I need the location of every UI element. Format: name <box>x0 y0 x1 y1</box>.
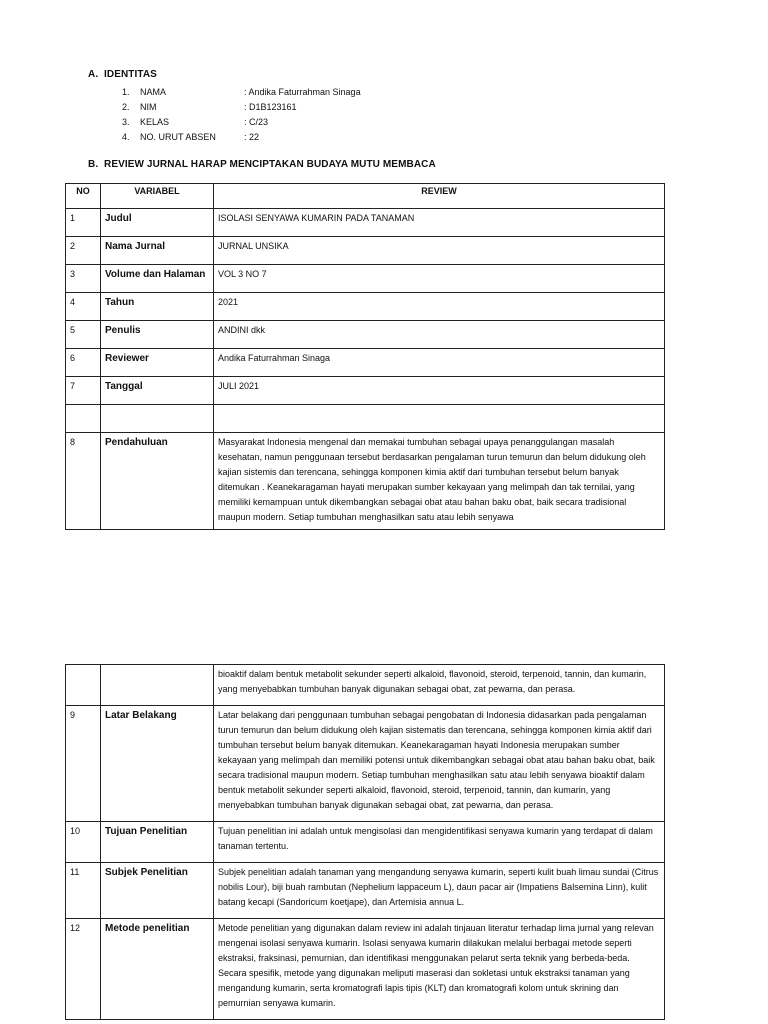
row-variable: Metode penelitian <box>101 919 214 1020</box>
row-variable: Tanggal <box>101 377 214 405</box>
row-review: Masyarakat Indonesia mengenal dan memakai tumbuhan sebagai upaya penanggulangan masalah kesehatan, namun penggunaan tersebut berdasarkan pengalaman turun temurun dan belum didukung oleh kajian sistemis dan terencana, sehingga komponen kimia aktif dari tumbuhan tersebut belum banyak ditemukan . Keanekaragaman hayati merupakan sumber kekayaan yang melimpah dan tak ternilai, yang memiliki kemampuan untuk dikembangkan sebagai obat atau bahan baku obat, baik secara tradisional maupun modern. Setiap tumbuhan menghasilkan satu atau lebih senyawa <box>218 437 646 522</box>
identity-number: 1. <box>122 87 130 97</box>
row-number: 5 <box>66 321 101 349</box>
identity-number: 4. <box>122 132 130 142</box>
section-b-heading <box>88 159 436 170</box>
identity-number: 2. <box>122 102 130 112</box>
identity-label: NO. URUT ABSEN <box>140 132 216 142</box>
section-a-letter: A. <box>88 69 99 80</box>
identity-value: : Andika Faturrahman Sinaga <box>244 87 361 97</box>
table-row <box>66 377 665 405</box>
header-variabel: VARIABEL <box>101 184 214 209</box>
identity-number: 3. <box>122 117 130 127</box>
row-variable: Subjek Penelitian <box>101 863 214 919</box>
table-row <box>66 237 665 265</box>
identity-row <box>122 130 361 145</box>
table-row <box>66 665 665 706</box>
row-variable: Latar Belakang <box>101 706 214 822</box>
identity-label: NIM <box>140 102 157 112</box>
row-review: VOL 3 NO 7 <box>214 265 665 293</box>
table-row <box>66 919 665 1020</box>
table-row <box>66 265 665 293</box>
table-row <box>66 706 665 822</box>
review-table-continued <box>65 664 665 1020</box>
row-variable: Judul <box>101 209 214 237</box>
row-number: 9 <box>66 706 101 822</box>
row-variable <box>101 405 214 433</box>
table-row <box>66 349 665 377</box>
row-variable: Tujuan Penelitian <box>101 822 214 863</box>
row-review: Metode penelitian yang digunakan dalam review ini adalah tinjauan literatur terhadap lima jurnal yang relevan mengenai isolasi senyawa kumarin. Isolasi senyawa kumarin dilakukan melalui berbagai metode seperti ekstraksi, fraksinasi, pemurnian, dan identifikasi menggunakan pelarut serta teknik yang berbeda-beda. Secara spesifik, metode yang digunakan meliputi maserasi dan sokletasi untuk ekstraksi tanaman yang mengandung kumarin, serta kromatografi lapis tipis (KLT) dan kromatografi kolom untuk skrining dan pemurnian senyawa kumarin. <box>214 919 665 1020</box>
row-variable: Nama Jurnal <box>101 237 214 265</box>
table-header-row <box>66 184 665 209</box>
row-number <box>66 405 101 433</box>
table-row <box>66 863 665 919</box>
row-variable <box>101 665 214 706</box>
row-review: Latar belakang dari penggunaan tumbuhan sebagai pengobatan di Indonesia didasarkan pada pengalaman turun temurun dan belum didukung oleh kajian sistematis dan terencana, sehingga komponen kimia aktif dari tumbuhan tersebut belum banyak ditemukan. Keanekaragaman hayati Indonesia merupakan sumber kekayaan yang melimpah dan memiliki potensi untuk dikembangkan sebagai obat atau bahan baku obat, baik secara tradisional maupun modern. Setiap tumbuhan menghasilkan satu atau lebih senyawa bioaktif dalam bentuk metabolit sekunder seperti alkaloid, flavonoid, steroid, terpenoid, tannin, dan kumarin, yang menyebabkan tumbuhan banyak digunakan sebagai obat, zat pewarna, dan perasa. <box>214 706 665 822</box>
row-variable: Tahun <box>101 293 214 321</box>
section-a-heading <box>88 69 157 80</box>
row-variable: Pendahuluan <box>101 433 214 530</box>
table-row-empty <box>66 405 665 433</box>
identity-list <box>122 85 361 145</box>
identity-value: : 22 <box>244 132 260 142</box>
identity-label: NAMA <box>140 87 167 97</box>
row-review: 2021 <box>214 293 665 321</box>
row-review <box>214 405 665 433</box>
identity-value: : C/23 <box>244 117 269 127</box>
table-row <box>66 822 665 863</box>
row-number: 8 <box>66 433 101 530</box>
table-row <box>66 321 665 349</box>
table-row <box>66 433 665 530</box>
identity-label: KELAS <box>140 117 170 127</box>
table-row <box>66 209 665 237</box>
header-no: NO <box>66 184 101 209</box>
row-variable: Penulis <box>101 321 214 349</box>
row-number: 7 <box>66 377 101 405</box>
row-review: Subjek penelitian adalah tanaman yang mengandung senyawa kumarin, seperti kulit buah limau sundai (Citrus nobilis Lour), biji buah rambutan (Nephelium lappaceum L), daun pacar air (Impatiens Balsemina Linn), kulit batang kecapi (Sandoricum koetjape), dan Artemisia annua L. <box>214 863 665 919</box>
row-review: Andika Faturrahman Sinaga <box>214 349 665 377</box>
table-row <box>66 293 665 321</box>
identity-row <box>122 85 361 100</box>
row-variable: Volume dan Halaman <box>101 265 214 293</box>
row-number: 12 <box>66 919 101 1020</box>
row-review: Tujuan penelitian ini adalah untuk mengisolasi dan mengidentifikasi senyawa kumarin yang terdapat di dalam tanaman tertentu. <box>214 822 665 863</box>
row-number: 1 <box>66 209 101 237</box>
row-number: 10 <box>66 822 101 863</box>
row-number: 3 <box>66 265 101 293</box>
row-review: bioaktif dalam bentuk metabolit sekunder seperti alkaloid, flavonoid, steroid, terpenoid, tannin, dan kumarin, yang menyebabkan tumbuhan banyak digunakan sebagai obat, zat pewarna, dan perasa. <box>214 665 665 706</box>
row-review: ISOLASI SENYAWA KUMARIN PADA TANAMAN <box>214 209 665 237</box>
row-review: ANDINI dkk <box>214 321 665 349</box>
row-number: 2 <box>66 237 101 265</box>
header-review: REVIEW <box>214 184 665 209</box>
row-number: 11 <box>66 863 101 919</box>
row-review: JULI 2021 <box>214 377 665 405</box>
identity-row <box>122 100 361 115</box>
review-table <box>65 183 665 530</box>
identity-value: : D1B123161 <box>244 102 297 112</box>
section-b-letter: B. <box>88 159 99 170</box>
row-number: 6 <box>66 349 101 377</box>
section-a-title: IDENTITAS <box>104 69 157 80</box>
row-variable: Reviewer <box>101 349 214 377</box>
section-b-title: REVIEW JURNAL HARAP MENCIPTAKAN BUDAYA MUTU MEMBACA <box>104 159 436 170</box>
row-review: JURNAL UNSIKA <box>214 237 665 265</box>
row-number: 4 <box>66 293 101 321</box>
identity-row <box>122 115 361 130</box>
row-number <box>66 665 101 706</box>
